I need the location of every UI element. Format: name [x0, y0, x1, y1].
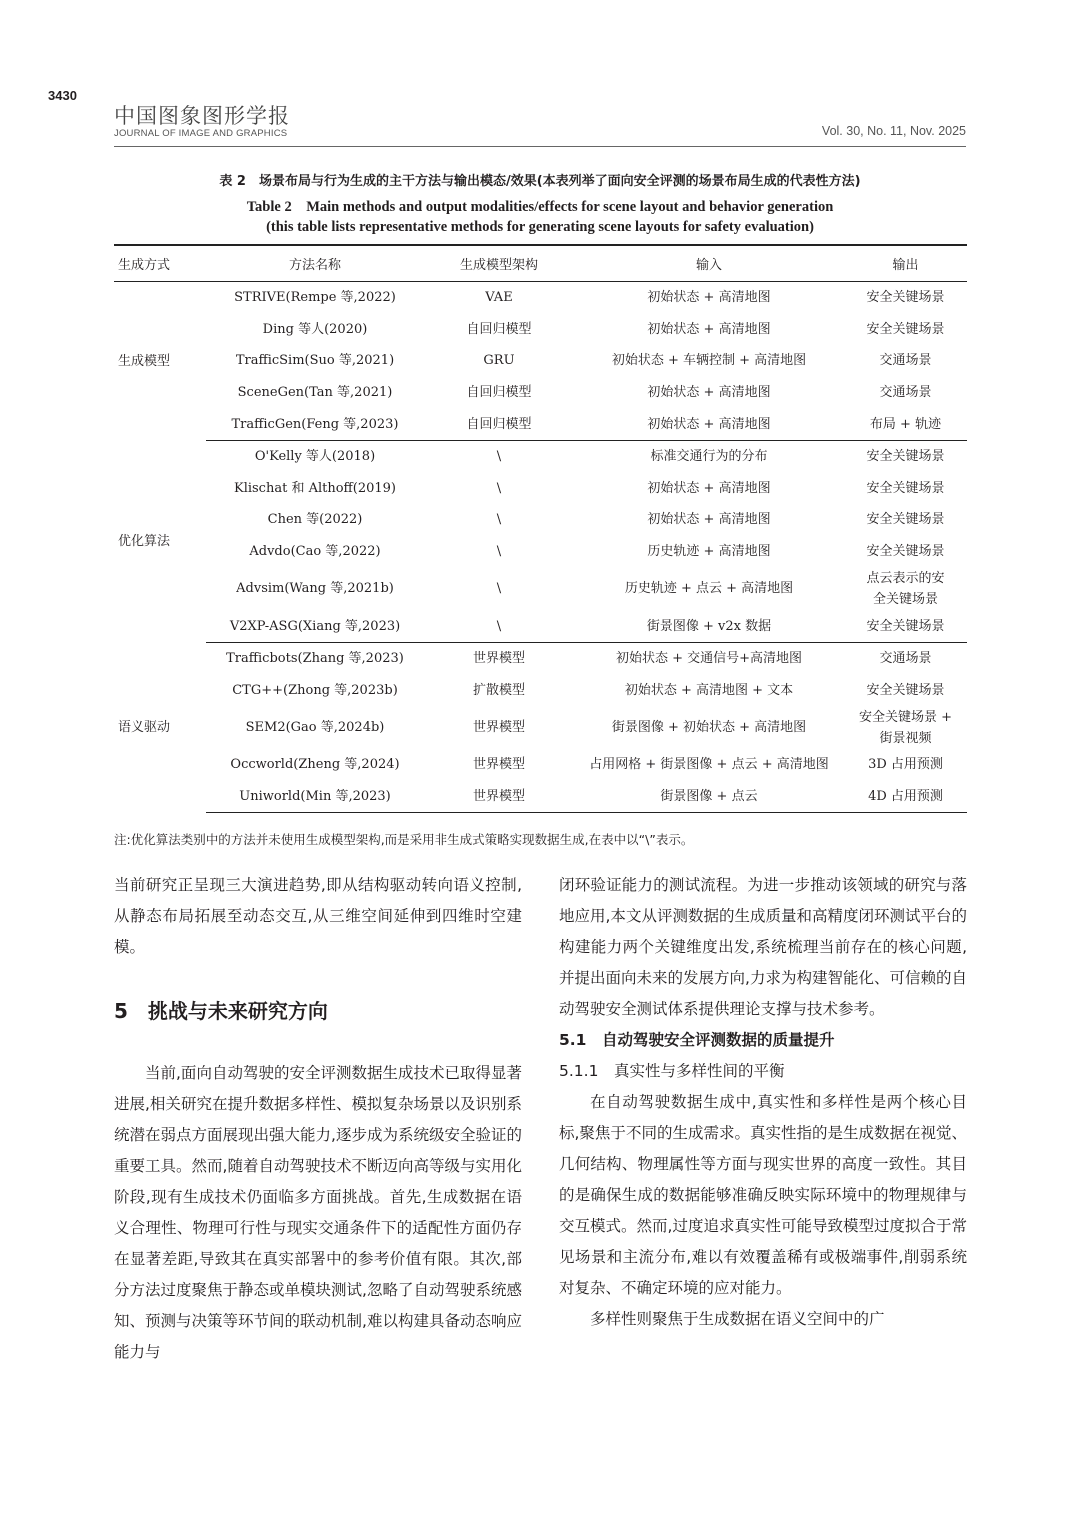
table-cell: 安全关键场景 — [866, 512, 945, 528]
table-cell: 布局 + 轨迹 — [844, 408, 967, 440]
table-cell: 自回归模型 — [466, 385, 532, 401]
table-cell: 街景图像 + 点云 — [574, 781, 844, 813]
table-cell: 交通场景 — [879, 651, 932, 667]
body-paragraph: 当前,面向自动驾驶的安全评测数据生成技术已取得显著进展,相关研究在提升数据多样性、模拟复杂场景以及识别系统潜在弱点方面展现出强大能力,逐步成为系统级安全验证的重要工具。然而,随着自动驾驶技术不断迈向高等级与实用化阶段,现有生成技术仍面临多方面挑战。首先,生成数据在语义合理性、物理可行性与现实交通条件下的适配性方面仍存在显著差距,导致其在真实部署中的参考价值有限。其次,部分方法过度聚焦于静态或单模块测试,忽略了自动驾驶系统感知、预测与决策等环节间的联动机制,难以构建具备动态响应能力与 — [114, 1064, 522, 1361]
table-row — [114, 749, 967, 781]
table-cell: 初始状态 + 高清地图 — [647, 321, 771, 337]
table-caption-en: Table 2 Main methods and output modalities/effects for scene layout and behavior generation — [246, 199, 834, 215]
table-cell: TrafficGen(Feng 等,2023) — [206, 408, 424, 440]
table-cell: 点云表示的安 全关键场景 — [866, 570, 945, 607]
column-header: 生成方式 — [114, 245, 206, 282]
table-header-row — [114, 245, 967, 282]
journal-title-cn: 中国图象图形学报 — [114, 104, 290, 128]
table-cell: V2XP-ASG(Xiang 等,2023) — [206, 610, 424, 642]
table-cell: \ — [496, 544, 502, 560]
table-row — [114, 567, 967, 610]
table-cell: 街景图像 + 初始状态 + 高清地图 — [611, 720, 807, 736]
table-caption-en-sub: (this table lists representative methods for generating scene layouts for safety evaluation) — [266, 219, 814, 235]
table-row — [114, 610, 967, 642]
table-cell: 初始状态 + 高清地图 + 文本 — [624, 682, 794, 698]
table-cell: 安全关键场景 — [866, 449, 945, 465]
table-row — [114, 314, 967, 346]
table-cell: 安全关键场景 — [866, 290, 945, 306]
column-header: 方法名称 — [206, 245, 424, 282]
column-header: 输出 — [844, 245, 967, 282]
category-cell: 生成模型 — [118, 353, 171, 369]
table-cell: SceneGen(Tan 等,2021) — [237, 385, 393, 401]
table-cell: VAE — [485, 290, 513, 306]
table-cell: GRU — [483, 353, 515, 369]
column-header: 生成模型架构 — [424, 245, 574, 282]
body-paragraph: 闭环验证能力的测试流程。为进一步推动该领域的研究与落地应用,本文从评测数据的生成质量和高精度闭环测试平台的构建能力两个关键维度出发,系统梳理当前存在的核心问题,并提出面向未来的发展方向,力求为构建智能化、可信赖的自动驾驶安全测试体系提供理论支撑与技术参考。 — [559, 876, 967, 1018]
table-cell: SEM2(Gao 等,2024b) — [245, 720, 385, 736]
table-cell: 世界模型 — [472, 720, 525, 736]
category-cell: 语义驱动 — [118, 720, 171, 736]
table-cell: \ — [496, 480, 502, 496]
subsubsection-heading: 5.1.1 真实性与多样性间的平衡 — [559, 1062, 785, 1080]
table-row — [114, 345, 967, 377]
page-number: 3430 — [48, 88, 77, 103]
table-cell: 世界模型 — [424, 781, 574, 813]
table-cell: 标准交通行为的分布 — [650, 449, 768, 465]
table-cell: 初始状态 + 车辆控制 + 高清地图 — [611, 353, 807, 369]
table-cell: 扩散模型 — [472, 682, 525, 698]
table-body — [114, 282, 967, 813]
table-cell: 世界模型 — [472, 757, 525, 773]
table-row — [114, 706, 967, 749]
table-cell: 占用网格 + 街景图像 + 点云 + 高清地图 — [589, 757, 829, 773]
methods-table — [114, 244, 967, 813]
journal-title-en: JOURNAL OF IMAGE AND GRAPHICS — [114, 128, 288, 139]
right-column — [559, 870, 967, 1335]
table-cell: 街景图像 + v2x 数据 — [574, 610, 844, 642]
table-cell: 交通场景 — [879, 353, 932, 369]
table-cell: Chen 等(2022) — [267, 512, 363, 528]
table-row — [114, 642, 967, 674]
table-cell: 初始状态 + 高清地图 — [647, 480, 771, 496]
table-cell: \ — [496, 449, 502, 465]
volume-info: Vol. 30, No. 11, Nov. 2025 — [821, 124, 966, 138]
table-cell: Ding 等人(2020) — [262, 321, 368, 337]
table-cell: Advsim(Wang 等,2021b) — [236, 581, 394, 597]
table-cell: 自回归模型 — [424, 408, 574, 440]
table-cell: 初始状态 + 高清地图 — [574, 408, 844, 440]
table-row — [114, 377, 967, 409]
left-column — [114, 870, 522, 1368]
category-cell: 优化算法 — [118, 533, 171, 549]
table-row — [114, 282, 967, 314]
table-cell: STRIVE(Rempe 等,2022) — [234, 290, 396, 306]
table-cell: 安全关键场景 — [866, 321, 945, 337]
table-cell: 初始状态 + 高清地图 — [647, 512, 771, 528]
table-cell: 历史轨迹 + 高清地图 — [647, 544, 771, 560]
table-row — [114, 504, 967, 536]
table-cell: 4D 占用预测 — [844, 781, 967, 813]
table-row — [114, 536, 967, 568]
table-cell: 安全关键场景 — [866, 480, 945, 496]
header-rule — [114, 146, 966, 147]
table-cell: 初始状态 + 高清地图 — [647, 290, 771, 306]
table-cell: Uniworld(Min 等,2023) — [206, 781, 424, 813]
table-cell: 3D 占用预测 — [868, 757, 943, 773]
table-cell: 交通场景 — [879, 385, 932, 401]
table-cell: 自回归模型 — [466, 321, 532, 337]
body-paragraph: 多样性则聚焦于生成数据在语义空间中的广 — [590, 1310, 885, 1328]
table-cell: \ — [496, 512, 502, 528]
table-cell: \ — [424, 610, 574, 642]
table-row — [114, 675, 967, 707]
table-row — [114, 473, 967, 505]
body-paragraph: 在自动驾驶数据生成中,真实性和多样性是两个核心目标,聚焦于不同的生成需求。真实性指的是生成数据在视觉、几何结构、物理属性等方面与现实世界的高度一致性。其目的是确保生成的数据能够准确反映实际环境中的物理规律与交互模式。然而,过度追求真实性可能导致模型过度拟合于常见场景和主流分布,难以有效覆盖稀有或极端事件,削弱系统对复杂、不确定环境的应对能力。 — [559, 1093, 967, 1297]
table-cell: 世界模型 — [472, 651, 525, 667]
table-cell: 初始状态 + 交通信号+高清地图 — [615, 651, 803, 667]
table-cell: 安全关键场景 — [866, 544, 945, 560]
section-heading: 5 挑战与未来研究方向 — [114, 999, 328, 1023]
table-cell: Occworld(Zheng 等,2024) — [230, 757, 400, 773]
table-row — [114, 440, 967, 472]
table-cell: CTG++(Zhong 等,2023b) — [232, 682, 398, 698]
table-cell: 安全关键场景 + 街景视频 — [858, 709, 953, 746]
table-row — [114, 408, 967, 440]
body-paragraph: 当前研究正呈现三大演进趋势,即从结构驱动转向语义控制,从静态布局拓展至动态交互,从三维空间延伸到四维时空建模。 — [114, 876, 522, 956]
table-cell: Klischat 和 Althoff(2019) — [233, 480, 397, 496]
table-caption-cn: 表 2 场景布局与行为生成的主干方法与输出模态/效果(本表列举了面向安全评测的场景布局生成的代表性方法) — [219, 174, 861, 189]
table-cell: Trafficbots(Zhang 等,2023) — [226, 651, 404, 667]
table-cell: O'Kelly 等人(2018) — [254, 449, 376, 465]
table-note: 注:优化算法类别中的方法并未使用生成模型架构,而是采用非生成式策略实现数据生成,在表中以“\”表示。 — [114, 832, 694, 847]
table-row — [114, 781, 967, 813]
table-cell: 安全关键场景 — [844, 610, 967, 642]
table-cell: Advdo(Cao 等,2022) — [249, 544, 381, 560]
table-cell: TrafficSim(Suo 等,2021) — [235, 353, 395, 369]
table-cell: 安全关键场景 — [866, 682, 945, 698]
table-cell: \ — [496, 581, 502, 597]
subsection-heading: 5.1 自动驾驶安全评测数据的质量提升 — [559, 1031, 835, 1049]
column-header: 输入 — [574, 245, 844, 282]
table-cell: 初始状态 + 高清地图 — [647, 385, 771, 401]
table-cell: 历史轨迹 + 点云 + 高清地图 — [624, 581, 794, 597]
